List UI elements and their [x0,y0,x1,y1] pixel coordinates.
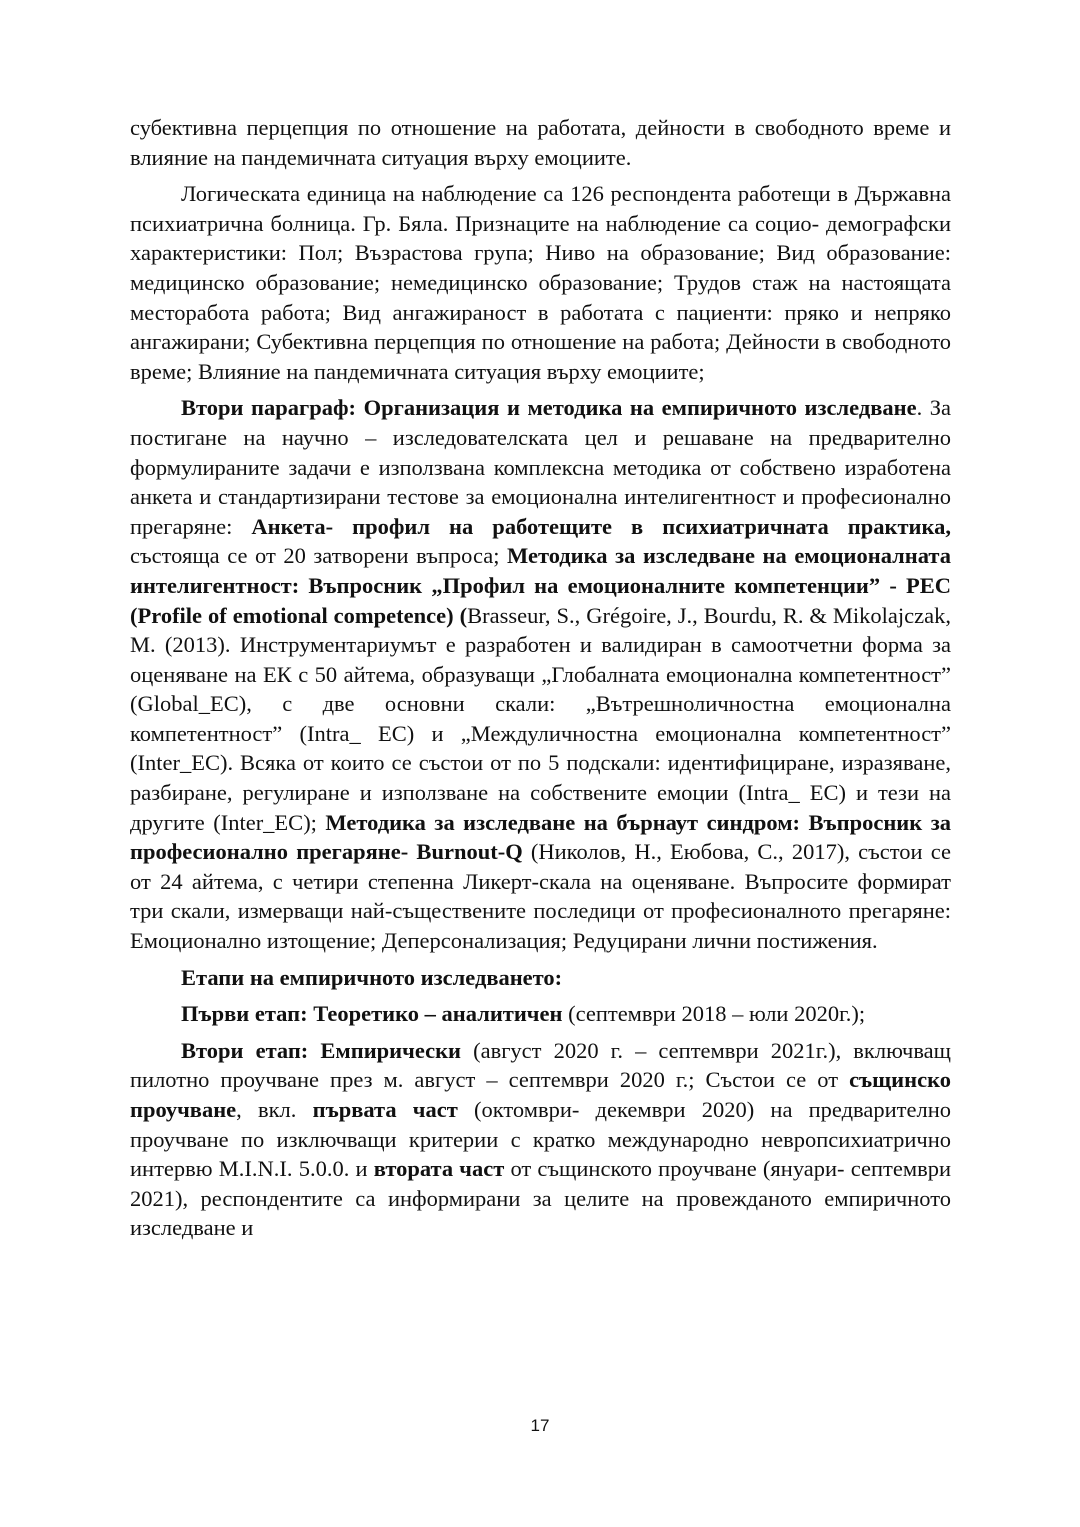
burnout-method-title: Методика за изследване на бърнаут синдром: Въпросник за професионално прегаряне- Burnout-Q [130,809,952,865]
stages-heading-paragraph [130,963,951,993]
stage-two-title: Втори етап: Емпирически [181,1037,461,1063]
section-heading: Втори параграф: Организация и методика на емпиричното изследване [181,395,917,421]
document-page [130,113,951,1250]
paragraph-continuation [130,113,951,172]
paragraph-text: от същинското проучване (януари- септември 2021), респондентите са информирани за целите на провежданото емпиричното изследване и [130,1156,951,1241]
paragraph-stage-two [130,1036,951,1243]
paragraph-text: (август 2020 г. – септември 2021г.), включващ пилотно проучване през м. август – септември 2020 г.; Състои се от [130,1037,951,1093]
paragraph-observation-unit [130,179,951,386]
survey-title: Анкета- профил на работещите в психиатричната практика, [251,513,951,539]
paragraph-text: Brasseur, S., Grégoire, J., Bourdu, R. & Mikolajczak, M. (2013). Инструментариумът е разработен и валидиран в самоотчетни форма за оценяване на ЕК с 50 айтема, образуващи „Глобалната емоционална компетентност” (Global_EC), с две основни скали: „Вътрешноличностна емоционална компетентност” (Intra_ EC) и „Междуличностна емоционална компетентност” (Inter_EC). Всяка от които се състои от по 5 подскали: идентифициране, изразяване, разбиране, регулиране и използване на собствените емоции (Intra_ EC) и тези на другите (Inter_EC); [130,602,951,835]
paragraph-stage-one [130,999,951,1029]
paragraph-text: , вкл. [236,1097,313,1122]
paragraph-text: субективна перцепция по отношение на работата, дейности в свободното време и влияние на пандемичната ситуация върху емоциите. [130,115,951,170]
paragraph-text: . За постигане на научно – изследователската цел и решаване на предварително формулираните задачи е използвана комплексна методика от собствено изработена анкета и стандартизирани тестове за емоционална интелигентност и професионално прегаряне: [130,395,951,539]
emphasis-text: втората част [373,1156,505,1182]
stage-one-title: Първи етап: Теоретико – аналитичен [181,1001,563,1027]
paragraph-text: състояща се от 20 затворени въпроса; [130,543,508,569]
paragraph-text: (Николов, Н., Еюбова, С., 2017), състои се от 24 айтема, с четири степенна Ликерт-скала на оценяване. Въпросите формират три скали, измерващи най-съществените последици от професионалното прегаряне: Емоционално изтощение; Деперсонализация; Редуцирани лични постижения. [130,839,952,954]
pec-method-title: Методика за изследване на емоционалната интелигентност: Въпросник „Профил на емоционалните компетенции” - PEC (Profile of emotional competence) ( [130,543,952,628]
paragraph-text: (септември 2018 – юли 2020г.); [562,1001,866,1027]
emphasis-text: същинско проучване [130,1067,951,1122]
stages-heading: Етапи на емпиричното изследването: [181,964,563,990]
emphasis-text: първата част [312,1097,458,1122]
paragraph-text: (октомври- декември 2020) на предварително проучване по изключващи критерии с кратко международно невропсихиатрично интервю M.I.N.I. 5.0.0. и [130,1097,951,1182]
paragraph-methodology [130,393,951,955]
paragraph-text: Логическата единица на наблюдение са 126 респондента работещи в Държавна психиатрична болница. Гр. Бяла. Признаците на наблюдение са социо- демографски характеристики: Пол; Възрастова група; Ниво на образование; Вид образование: медицинско образование; немедицинско образование; Трудов стаж на настоящата месторабота работа; Вид ангажираност в работата с пациенти: пряко и непряко ангажирани; Субективна перцепция по отношение на работа; Дейности в свободното време; Влияние на пандемичната ситуация върху емоциите; [130,181,951,384]
page-number: 17 [530,1416,550,1435]
